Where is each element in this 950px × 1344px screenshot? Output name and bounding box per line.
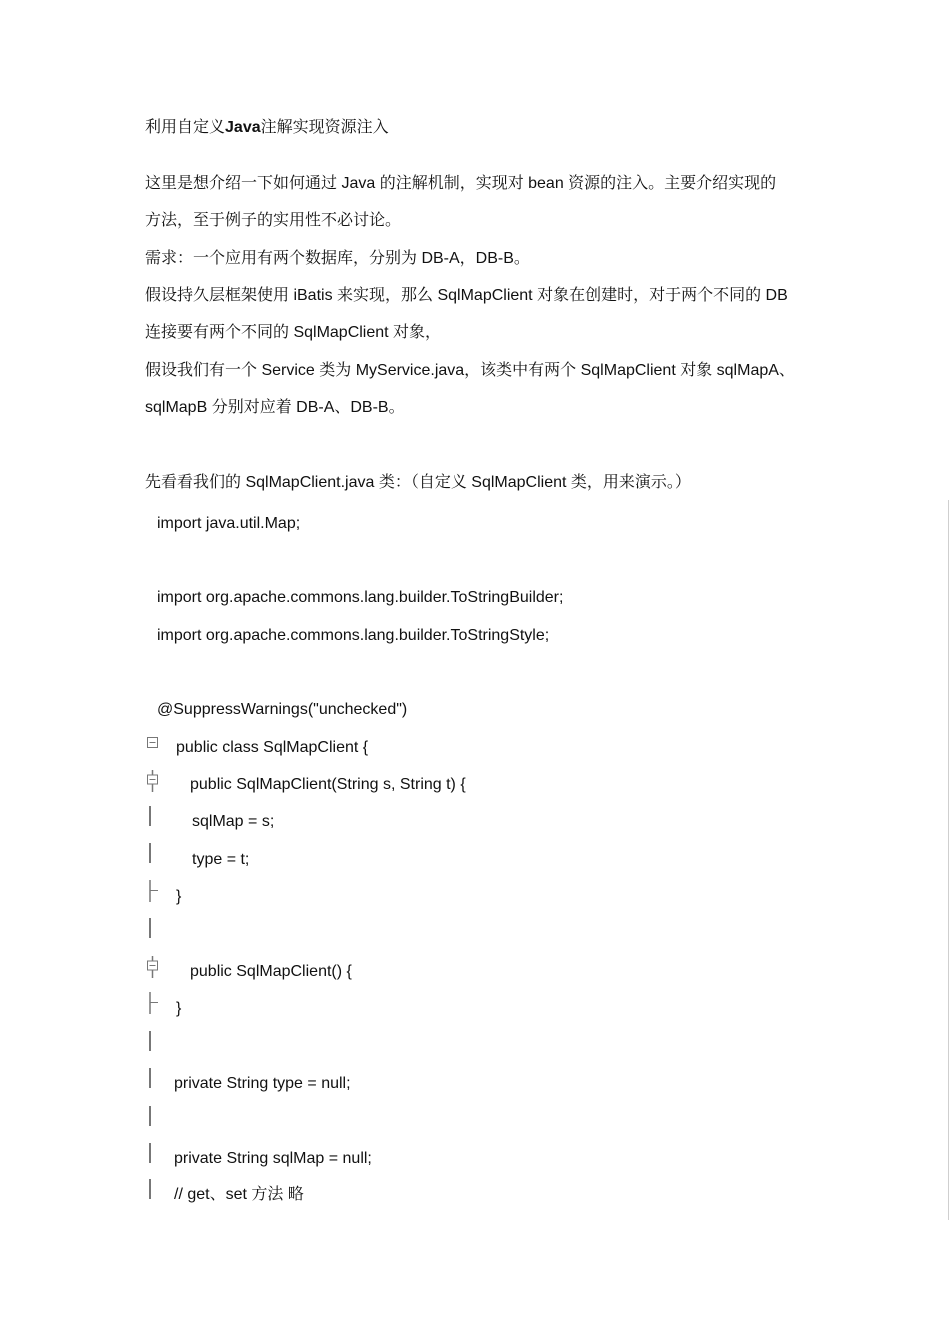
paragraph-line: 方法，至于例子的实用性不必讨论。 xyxy=(145,212,402,229)
code-line: private String type = null; xyxy=(174,1075,351,1092)
fold-guide-line xyxy=(149,1031,151,1051)
code-intro: 先看看我们的 SqlMapClient.java 类：（自定义 SqlMapClient 类，用来演示。） xyxy=(145,474,691,491)
fold-guide-line xyxy=(149,806,151,826)
fold-guide-line xyxy=(149,843,151,863)
collapse-node-icon[interactable] xyxy=(147,956,159,978)
document-title xyxy=(145,118,389,138)
collapse-box-icon[interactable] xyxy=(147,737,159,759)
fold-guide-line xyxy=(149,918,151,938)
code-line: import org.apache.commons.lang.builder.ToStringBuilder; xyxy=(157,589,564,606)
title-part1: 利用自定义 xyxy=(145,119,226,136)
code-line: import org.apache.commons.lang.builder.ToStringStyle; xyxy=(157,627,550,644)
code-line: } xyxy=(176,888,182,905)
page-edge-line xyxy=(948,500,949,1220)
code-line: public SqlMapClient() { xyxy=(190,963,352,980)
code-line: import java.util.Map; xyxy=(157,515,301,532)
paragraph-line: 假设持久层框架使用 iBatis 来实现，那么 SqlMapClient 对象在创建时，对于两个不同的 DB xyxy=(145,287,788,304)
code-line: public SqlMapClient(String s, String t) { xyxy=(190,776,466,793)
code-line: @SuppressWarnings("unchecked") xyxy=(157,701,408,718)
paragraph-line: 需求：一个应用有两个数据库，分别为 DB-A，DB-B。 xyxy=(145,250,530,267)
title-part2: 注解实现资源注入 xyxy=(260,119,389,136)
paragraph-line: 这里是想介绍一下如何通过 Java 的注解机制，实现对 bean 资源的注入。主要介绍实现的 xyxy=(145,175,777,192)
code-line: public class SqlMapClient { xyxy=(176,739,369,756)
paragraph-line: 连接要有两个不同的 SqlMapClient 对象， xyxy=(145,324,442,341)
fold-guide-line xyxy=(149,1179,151,1199)
fold-guide-line xyxy=(149,1068,151,1088)
fold-guide-line xyxy=(149,1106,151,1126)
code-line: private String sqlMap = null; xyxy=(174,1150,372,1167)
code-line: type = t; xyxy=(192,851,250,868)
collapse-node-icon[interactable] xyxy=(147,770,159,792)
code-line: } xyxy=(176,1000,182,1017)
fold-end-icon xyxy=(147,992,159,1014)
paragraph-line: 假设我们有一个 Service 类为 MyService.java，该类中有两个 SqlMapClient 对象 sqlMapA、 xyxy=(145,362,795,379)
paragraph-line: sqlMapB 分别对应着 DB-A、DB-B。 xyxy=(145,399,405,416)
fold-guide-line xyxy=(149,1143,151,1163)
code-line: sqlMap = s; xyxy=(192,813,275,830)
fold-end-icon xyxy=(147,880,159,902)
code-line: // get、set 方法 略 xyxy=(174,1186,304,1203)
title-bold: Java xyxy=(225,119,261,136)
